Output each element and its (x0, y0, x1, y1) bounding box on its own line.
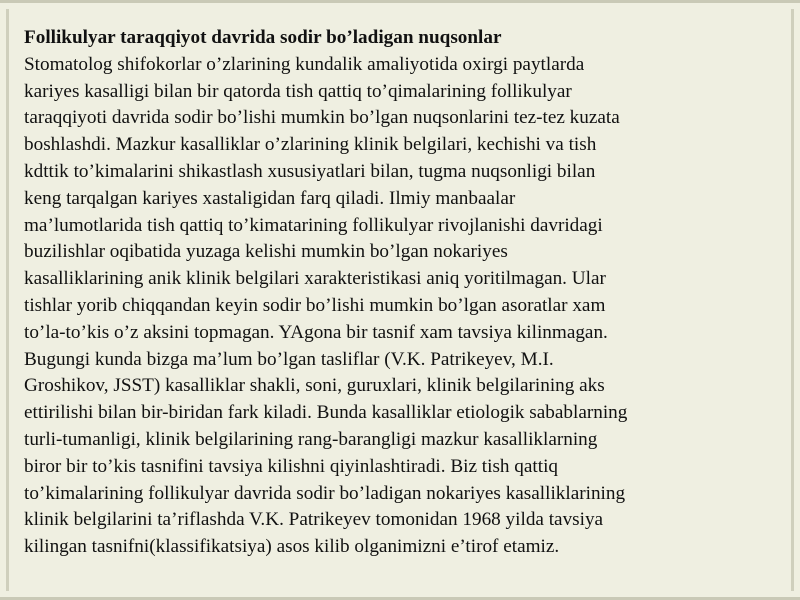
paragraph-line: Bugungi kunda bizga ma’lum bo’lgan tasliflar (V.K. Patrikeyev, M.I. (24, 348, 554, 370)
text-content (24, 25, 784, 561)
paragraph-line: keng tarqalgan kariyes xastaligidan farq qiladi. Ilmiy manbaalar (24, 187, 516, 209)
paragraph-line: klinik belgilarini ta’riflashda V.K. Patrikeyev tomonidan 1968 yilda tavsiya (24, 509, 604, 531)
paragraph-line: buzilishlar oqibatida yuzaga kelishi mumkin bo’lgan nokariyes (24, 241, 508, 263)
paragraph-line: kilingan tasnifni(klassifikatsiya) asos kilib olganimizni e’tirof etamiz. (24, 536, 560, 558)
paragraph (24, 52, 784, 561)
paragraph-line: biror bir to’kis tasnifini tavsiya kilishni qiyinlashtiradi. Biz tish qattiq (24, 455, 558, 477)
paragraph-line: kariyes kasalligi bilan bir qatorda tish qattiq to’qimalarining follikulyar (24, 80, 572, 102)
paragraph-line: kdttik to’kimalarini shikastlash xususiyatlari bilan, tugma nuqsonligi bilan (24, 160, 596, 182)
paragraph-line: kasalliklarining anik klinik belgilari xarakteristikasi aniq yoritilmagan. Ular (24, 268, 606, 290)
paragraph-line: to’kimalarining follikulyar davrida sodir bo’ladigan nokariyes kasalliklarining (24, 482, 626, 504)
paragraph-line: tishlar yorib chiqqandan keyin sodir bo’lishi mumkin bo’lgan asoratlar xam (24, 294, 606, 316)
paragraph-line: Stomatolog shifokorlar o’zlarining kundalik amaliyotida oxirgi paytlarda (24, 53, 585, 75)
slide-right-edge (791, 9, 794, 591)
slide-left-edge (6, 9, 9, 591)
paragraph-line: taraqqiyoti davrida sodir bo’lishi mumkin bo’lgan nuqsonlarini tez-tez kuzata (24, 107, 620, 129)
paragraph-line: boshlashdi. Mazkur kasalliklar o’zlarining klinik belgilari, kechishi va tish (24, 134, 597, 156)
paragraph-line: ma’lumotlarida tish qattiq to’kimatarining follikulyar rivojlanishi davridagi (24, 214, 603, 236)
document-title: Follikulyar taraqqiyot davrida sodir bo’ladigan nuqsonlar (24, 27, 502, 48)
paragraph-line: turli-tumanligi, klinik belgilarining rang-barangligi mazkur kasalliklarning (24, 428, 598, 450)
paragraph-line: to’la-to’kis o’z aksini topmagan. YAgona bir tasnif xam tavsiya kilinmagan. (24, 321, 608, 343)
paragraph-line: ettirilishi bilan bir-biridan fark kiladi. Bunda kasalliklar etiologik sabablarning (24, 402, 628, 424)
paragraph-line: Groshikov, JSST) kasalliklar shakli, soni, guruxlari, klinik belgilarining aks (24, 375, 605, 397)
